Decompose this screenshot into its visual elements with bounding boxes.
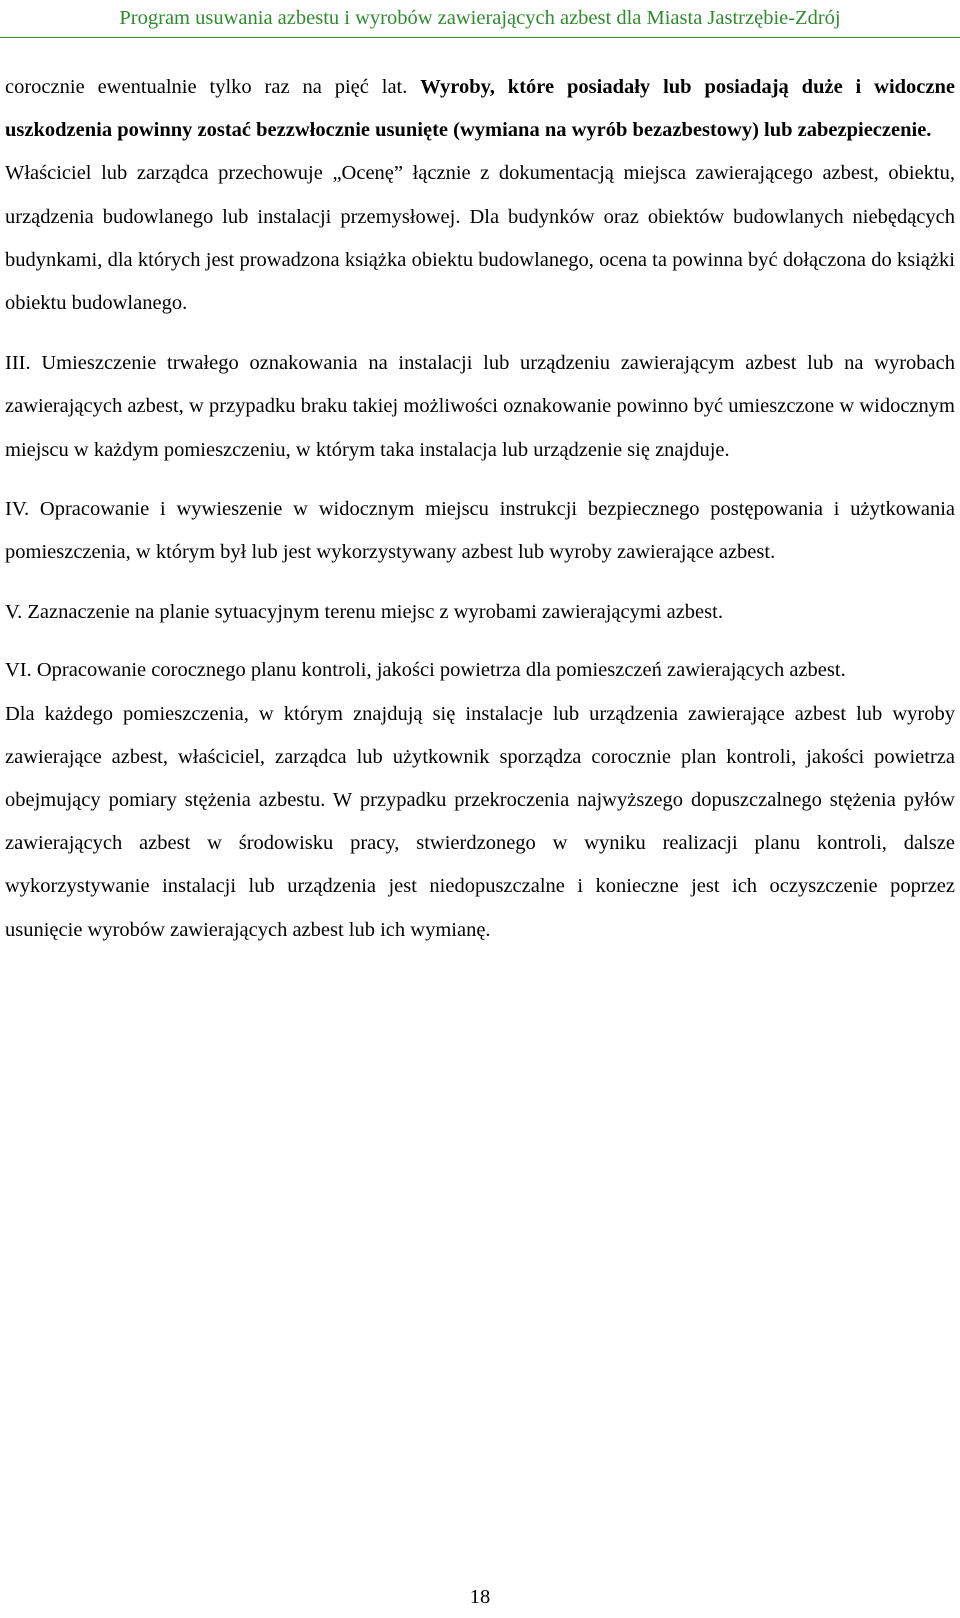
page-number: 18 [469, 1586, 491, 1608]
paragraph-item-III: III. Umieszczenie trwałego oznakowania na instalacji lub urządzeniu zawierającym azbest lub na wyrobach zawierających azbest, w przypadku braku takiej możliwości oznakowanie powinno być umieszczone w widocznym miejscu w każdym pomieszczeniu, w którym taka instalacja lub urządzenie się znajduje. [5, 352, 955, 461]
paragraph-assessment-frequency [5, 66, 955, 152]
paragraph-item-IV: IV. Opracowanie i wywieszenie w widocznym miejscu instrukcji bezpiecznego postępowania i użytkowania pomieszczenia, w którym był lub jest wykorzystywany azbest lub wyroby zawierające azbest. [5, 497, 955, 564]
header-divider [0, 37, 960, 38]
document-body [5, 66, 955, 952]
paragraph-text: corocznie ewentualnie tylko raz na pięć lat. [5, 76, 421, 98]
document-title: Program usuwania azbestu i wyrobów zawierających azbest dla Miasta Jastrzębie-Zdrój [119, 7, 841, 29]
paragraph-item-VI: VI. Opracowanie corocznego planu kontroli, jakości powietrza dla pomieszczeń zawierających azbest. [5, 659, 846, 682]
paragraph-item-V: V. Zaznaczenie na planie sytuacyjnym terenu miejsc z wyrobami zawierającymi azbest. [5, 601, 723, 624]
paragraph-owner-documentation: Właściciel lub zarządca przechowuje „Ocenę” łącznie z dokumentacją miejsca zawierającego azbest, obiektu, urządzenia budowlanego lub instalacji przemysłowej. Dla budynków oraz obiektów budowlanych niebędących budynkami, dla których jest prowadzona książka obiektu budowlanego, ocena ta powinna być dołączona do książki obiektu budowlanego. [5, 162, 955, 315]
paragraph-air-quality-plan: Dla każdego pomieszczenia, w którym znajdują się instalacje lub urządzenia zawierające azbest lub wyroby zawierające azbest, właściciel, zarządca lub użytkownik sporządza corocznie plan kontroli, jakości powietrza obejmujący pomiary stężenia azbestu. W przypadku przekroczenia najwyższego dopuszczalnego stężenia pyłów zawierających azbest w środowisku pracy, stwierdzonego w wyniku realizacji planu kontroli, dalsze wykorzystywanie instalacji lub urządzenia jest niedopuszczalne i konieczne jest ich oczyszczenie poprzez usunięcie wyrobów zawierających azbest lub ich wymianę. [5, 702, 955, 941]
page-header [0, 0, 960, 32]
bold-emphasis-text: Wyroby, które posiadały lub posiadają duże i widoczne uszkodzenia powinny zostać bezzwłocznie usunięte (wymiana na wyrób bezazbestowy) lub zabezpieczenie. [5, 76, 956, 142]
